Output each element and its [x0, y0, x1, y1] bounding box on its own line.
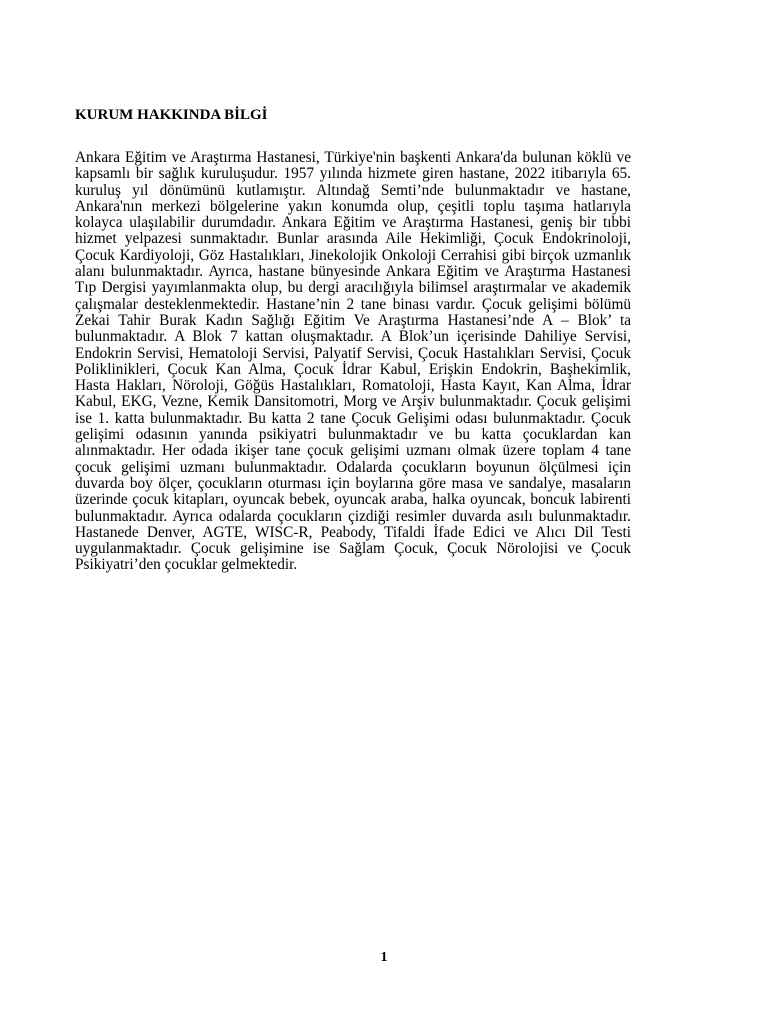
section-heading: KURUM HAKKINDA BİLGİ	[75, 107, 268, 123]
page-number: 1	[380, 950, 388, 965]
body-paragraph: Ankara Eğitim ve Araştırma Hastanesi, Türkiye'nin başkenti Ankara'da bulunan köklü ve kapsamlı bir sağlık kuruluşudur. 1957 yılında hizmete giren hastane, 2022 itibarıyla 65. kuruluş yıl dönümünü kutlamıştır. Altındağ Semti’nde bulunmaktadır ve hastane, Ankara'nın merkezi bölgelerine yakın konumda olup, çeşitli toplu taşıma hatlarıyla kolayca ulaşılabilir durumdadır. Ankara Eğitim ve Araştırma Hastanesi, geniş bir tıbbi hizmet yelpazesi sunmaktadır. Bunlar arasında Aile Hekimliği, Çocuk Endokrinoloji, Çocuk Kardiyoloji, Göz Hastalıkları, Jinekolojik Onkoloji Cerrahisi gibi birçok uzmanlık alanı bulunmaktadır. Ayrıca, hastane bünyesinde Ankara Eğitim ve Araştırma Hastanesi Tıp Dergisi yayımlanmakta olup, bu dergi aracılığıyla bilimsel araştırmalar ve akademik çalışmalar desteklenmektedir. Hastane’nin 2 tane binası vardır. Çocuk gelişimi bölümü Zekai Tahir Burak Kadın Sağlığı Eğitim Ve Araştırma Hastanesi’nde A – Blok’ ta bulunmaktadır. A Blok 7 kattan oluşmaktadır. A Blok’un içerisinde Dahiliye Servisi, Endokrin Servisi, Hematoloji Servisi, Palyatif Servisi, Çocuk Hastalıkları Servisi, Çocuk Poliklinikleri, Çocuk Kan Alma, Çocuk İdrar Kabul, Erişkin Endokrin, Başhekimlik, Hasta Hakları, Nöroloji, Göğüs Hastalıkları, Romatoloji, Hasta Kayıt, Kan Alma, İdrar Kabul, EKG, Vezne, Kemik Dansitomotri, Morg ve Arşiv bulunmaktadır. Çocuk gelişimi ise 1. katta bulunmaktadır. Bu katta 2 tane Çocuk Gelişimi odası bulunmaktadır. Çocuk gelişimi odasının yanında psikiyatri bulunmaktadır ve bu katta çocuklardan kan alınmaktadır. Her odada ikişer tane çocuk gelişimi uzmanı olmak üzere toplam 4 tane çocuk gelişimi uzmanı bulunmaktadır. Odalarda çocukların boyunun ölçülmesi için duvarda boy ölçer, çocukların oturması için boylarına göre masa ve sandalye, masaların üzerinde çocuk kitapları, oyuncak bebek, oyuncak araba, halka oyuncak, boncuk labirenti bulunmaktadır. Ayrıca odalarda çocukların çizdiği resimler duvarda asılı bulunmaktadır. Hastanede Denver, AGTE, WISC-R, Peabody, Tifaldi İfade Edici ve Alıcı Dil Testi uygulanmaktadır. Çocuk gelişimine ise Sağlam Çocuk, Çocuk Nörolojisi ve Çocuk Psikiyatri’den çocuklar gelmektedir.	[75, 149, 631, 574]
